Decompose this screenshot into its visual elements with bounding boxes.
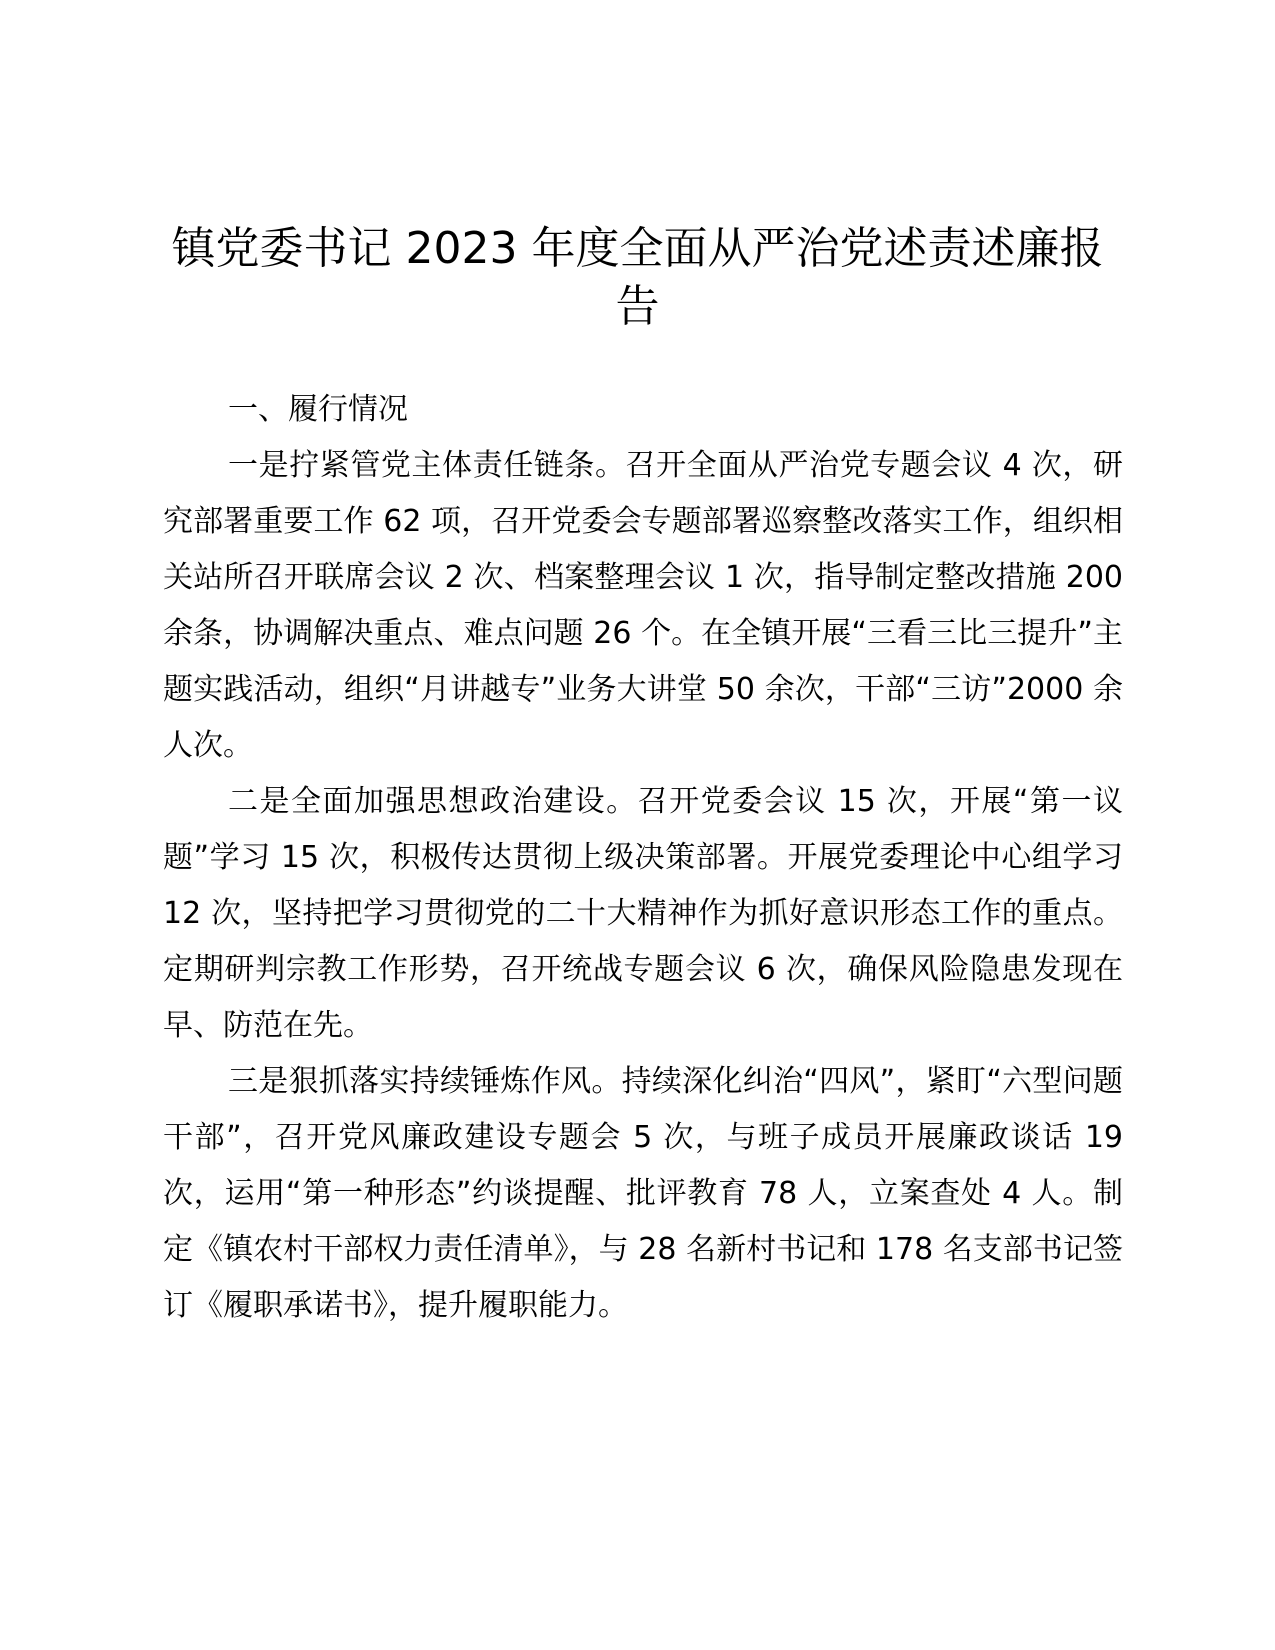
paragraph-3: 三是狠抓落实持续锤炼作风。持续深化纠治“四风”，紧盯“六型问题干部”，召开党风廉政建设专题会 5 次，与班子成员开展廉政谈话 19 次，运用“第一种形态”约谈提醒、批评教育 78 人，立案查处 4 人。制定《镇农村干部权力责任清单》，与 28 名新村书记和 178 名支部书记签订《履职承诺书》，提升履职能力。: [163, 1064, 1123, 1323]
paragraph-1: 一是拧紧管党主体责任链条。召开全面从严治党专题会议 4 次，研究部署重要工作 62 项，召开党委会专题部署巡察整改落实工作，组织相关站所召开联席会议 2 次、档案整理会议 1 次，指导制定整改措施 200 余条，协调解决重点、难点问题 26 个。在全镇开展“三看三比三提升”主题实践活动，组织“月讲越专”业务大讲堂 50 余次，干部“三访”2000 余人次。: [163, 448, 1123, 763]
document-title: 镇党委书记 2023 年度全面从严治党述责述廉报告: [171, 223, 1104, 332]
document-body: [163, 382, 1123, 1334]
section-heading: 一、履行情况: [228, 392, 408, 427]
paragraph-2: 二是全面加强思想政治建设。召开党委会议 15 次，开展“第一议题”学习 15 次，积极传达贯彻上级决策部署。开展党委理论中心组学习 12 次，坚持把学习贯彻党的二十大精神作为抓好意识形态工作的重点。定期研判宗教工作形势，召开统战专题会议 6 次，确保风险隐患发现在早、防范在先。: [163, 784, 1123, 1043]
